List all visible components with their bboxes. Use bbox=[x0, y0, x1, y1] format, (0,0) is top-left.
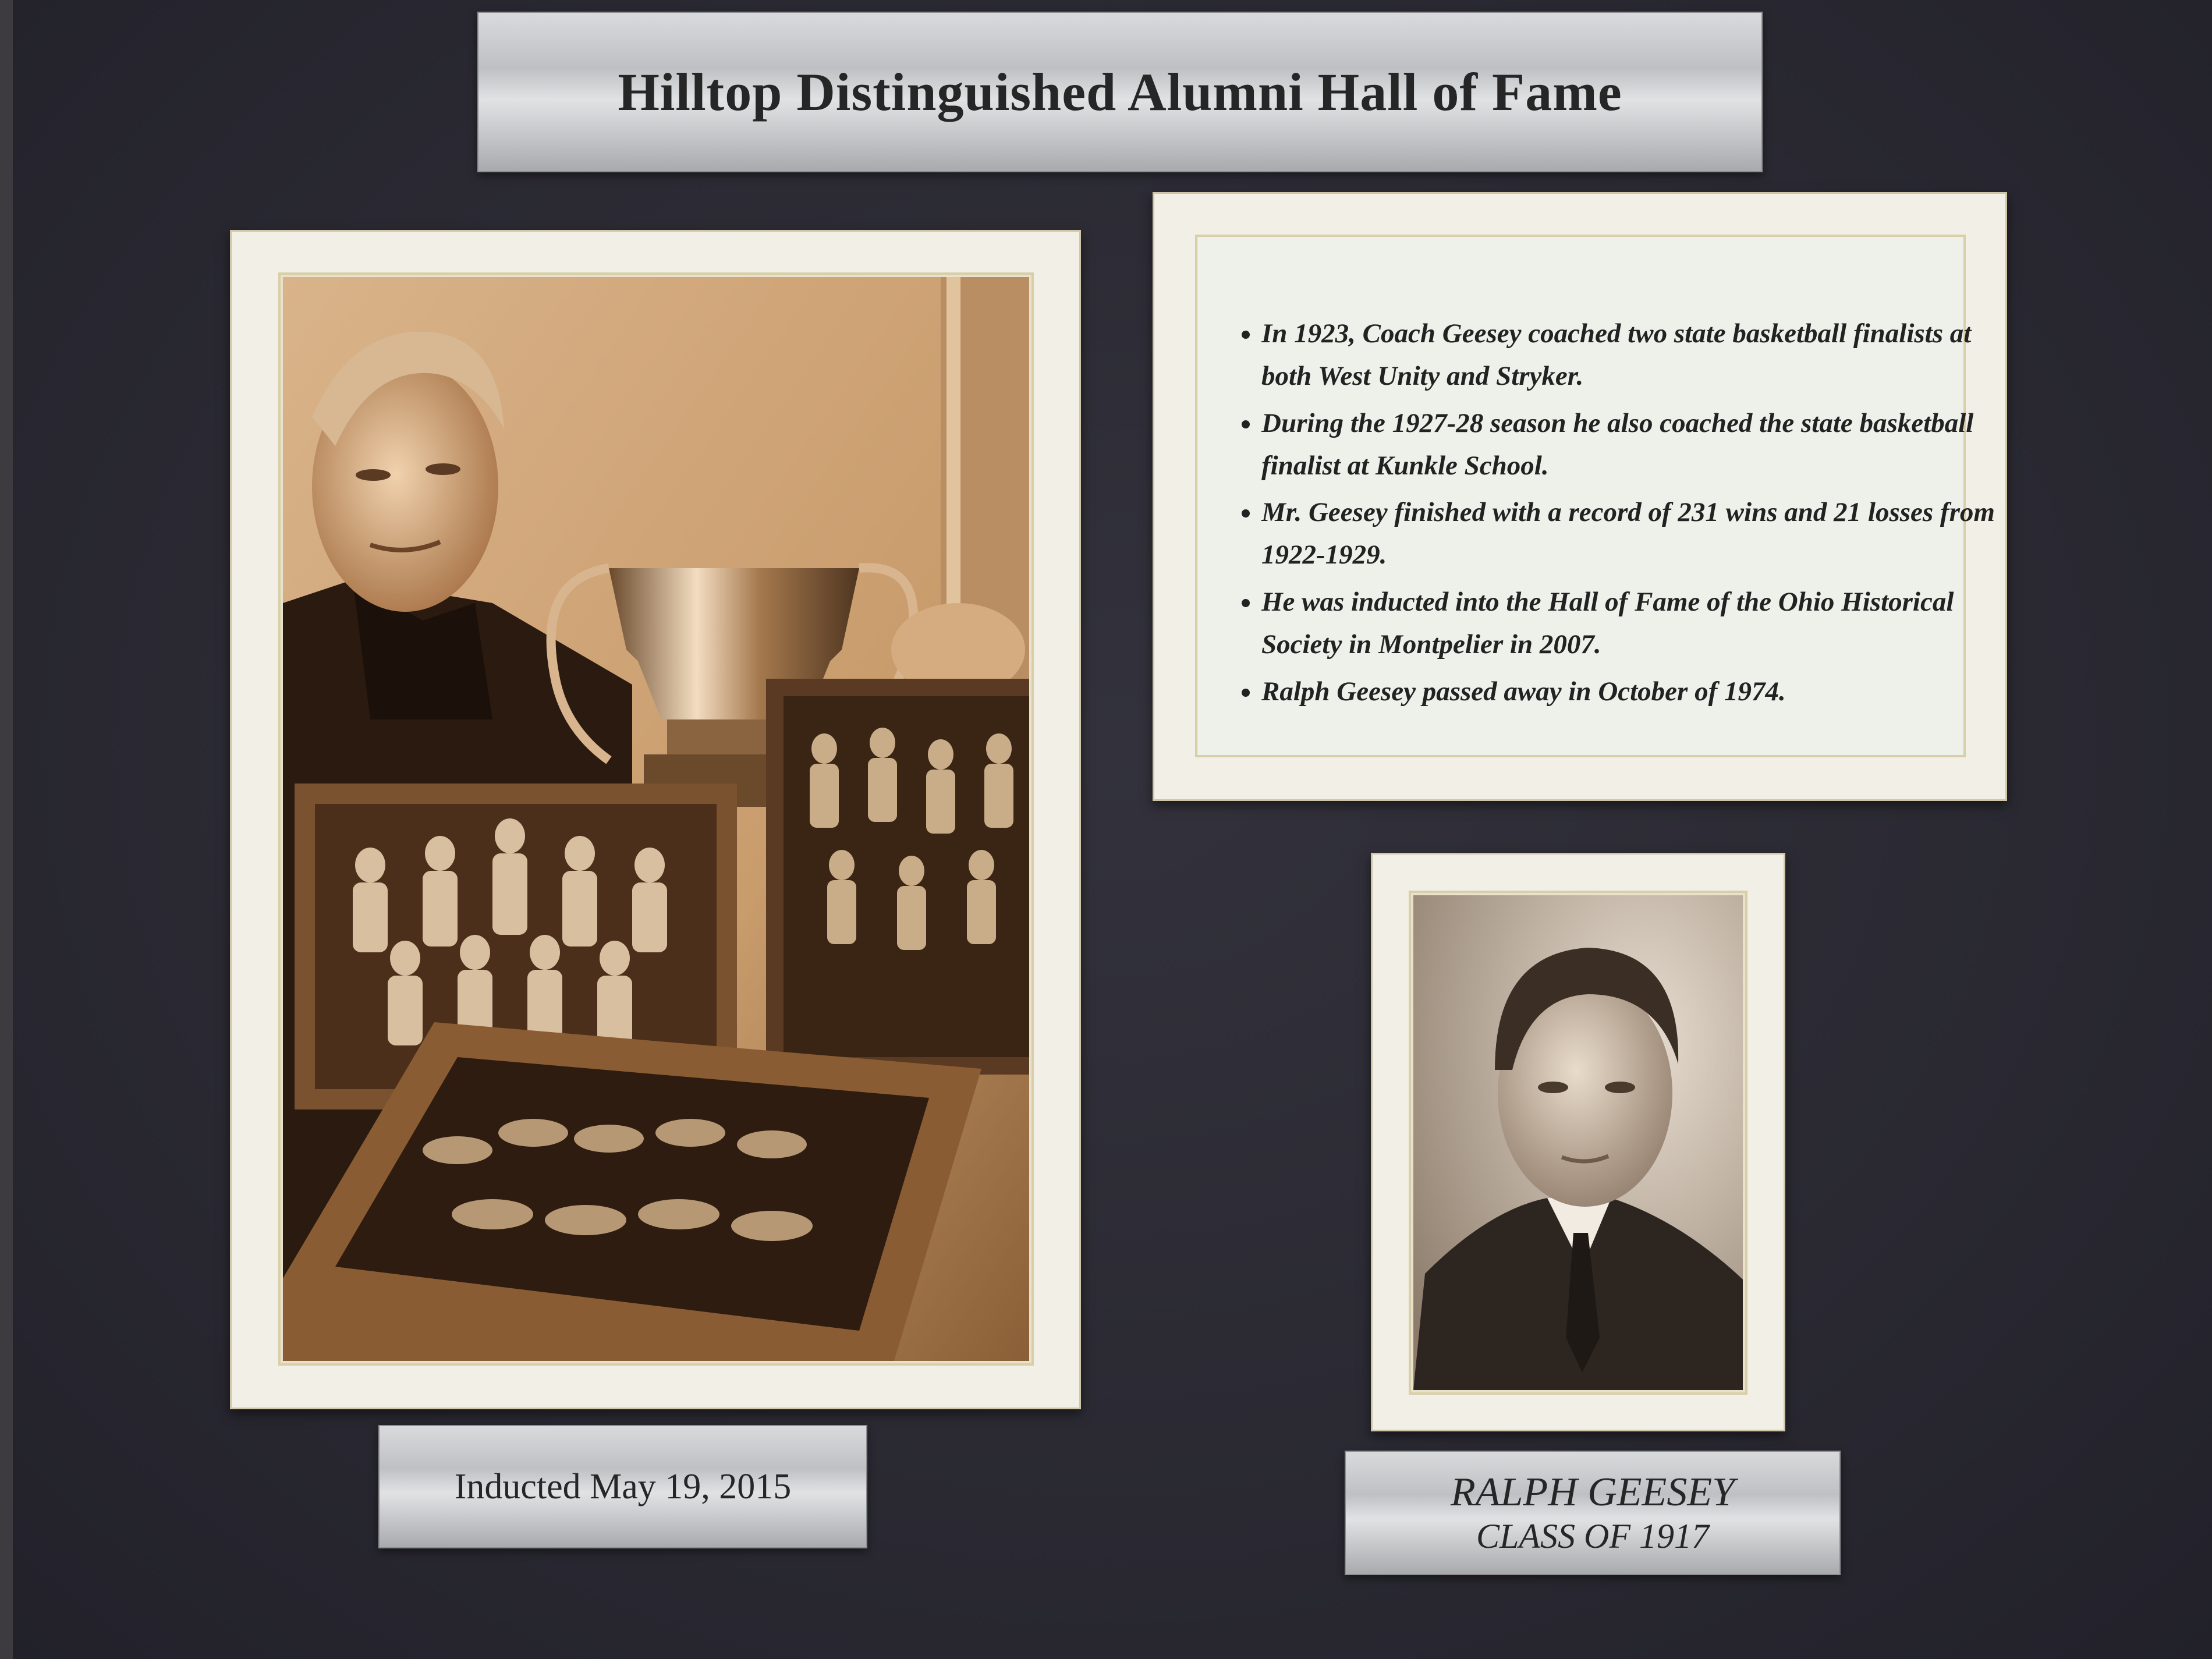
coach-with-trophy-photo bbox=[283, 277, 1029, 1361]
portrait-mat bbox=[1371, 853, 1785, 1431]
board-edge bbox=[0, 0, 13, 1659]
portrait-illustration bbox=[1413, 895, 1743, 1390]
fact-item: • During the 1927-28 season he also coached the state basketball finalist at Kunkle School. bbox=[1261, 402, 1995, 487]
coach-photo-illustration bbox=[283, 277, 1029, 1361]
coach-photo-mat bbox=[230, 230, 1081, 1409]
honoree-class: CLASS OF 1917 bbox=[1476, 1516, 1710, 1555]
portrait-inner-mat bbox=[1409, 891, 1747, 1395]
induction-date: Inducted May 19, 2015 bbox=[454, 1466, 792, 1506]
coach-photo-inner-mat bbox=[278, 272, 1034, 1366]
young-portrait-photo bbox=[1413, 895, 1743, 1390]
fact-item: • Mr. Geesey finished with a record of 231 wins and 21 losses from 1922-1929. bbox=[1261, 491, 1995, 576]
fact-item: • He was inducted into the Hall of Fame of the Ohio Historical Society in Montpelier in 2007. bbox=[1261, 581, 1995, 666]
fact-item: • Ralph Geesey passed away in October of 1974. bbox=[1261, 671, 1995, 713]
facts-list bbox=[1221, 313, 1995, 718]
honoree-name: RALPH GEESEY bbox=[1450, 1470, 1735, 1515]
hall-of-fame-title: Hilltop Distinguished Alumni Hall of Fame bbox=[618, 62, 1622, 122]
title-plate bbox=[477, 12, 1763, 172]
facts-panel bbox=[1195, 235, 1995, 757]
name-plate bbox=[1345, 1451, 1841, 1575]
facts-panel-mat bbox=[1153, 192, 2007, 801]
induction-plate bbox=[378, 1425, 867, 1548]
fact-item: • In 1923, Coach Geesey coached two state basketball finalists at both West Unity and Stryker. bbox=[1261, 313, 1995, 398]
